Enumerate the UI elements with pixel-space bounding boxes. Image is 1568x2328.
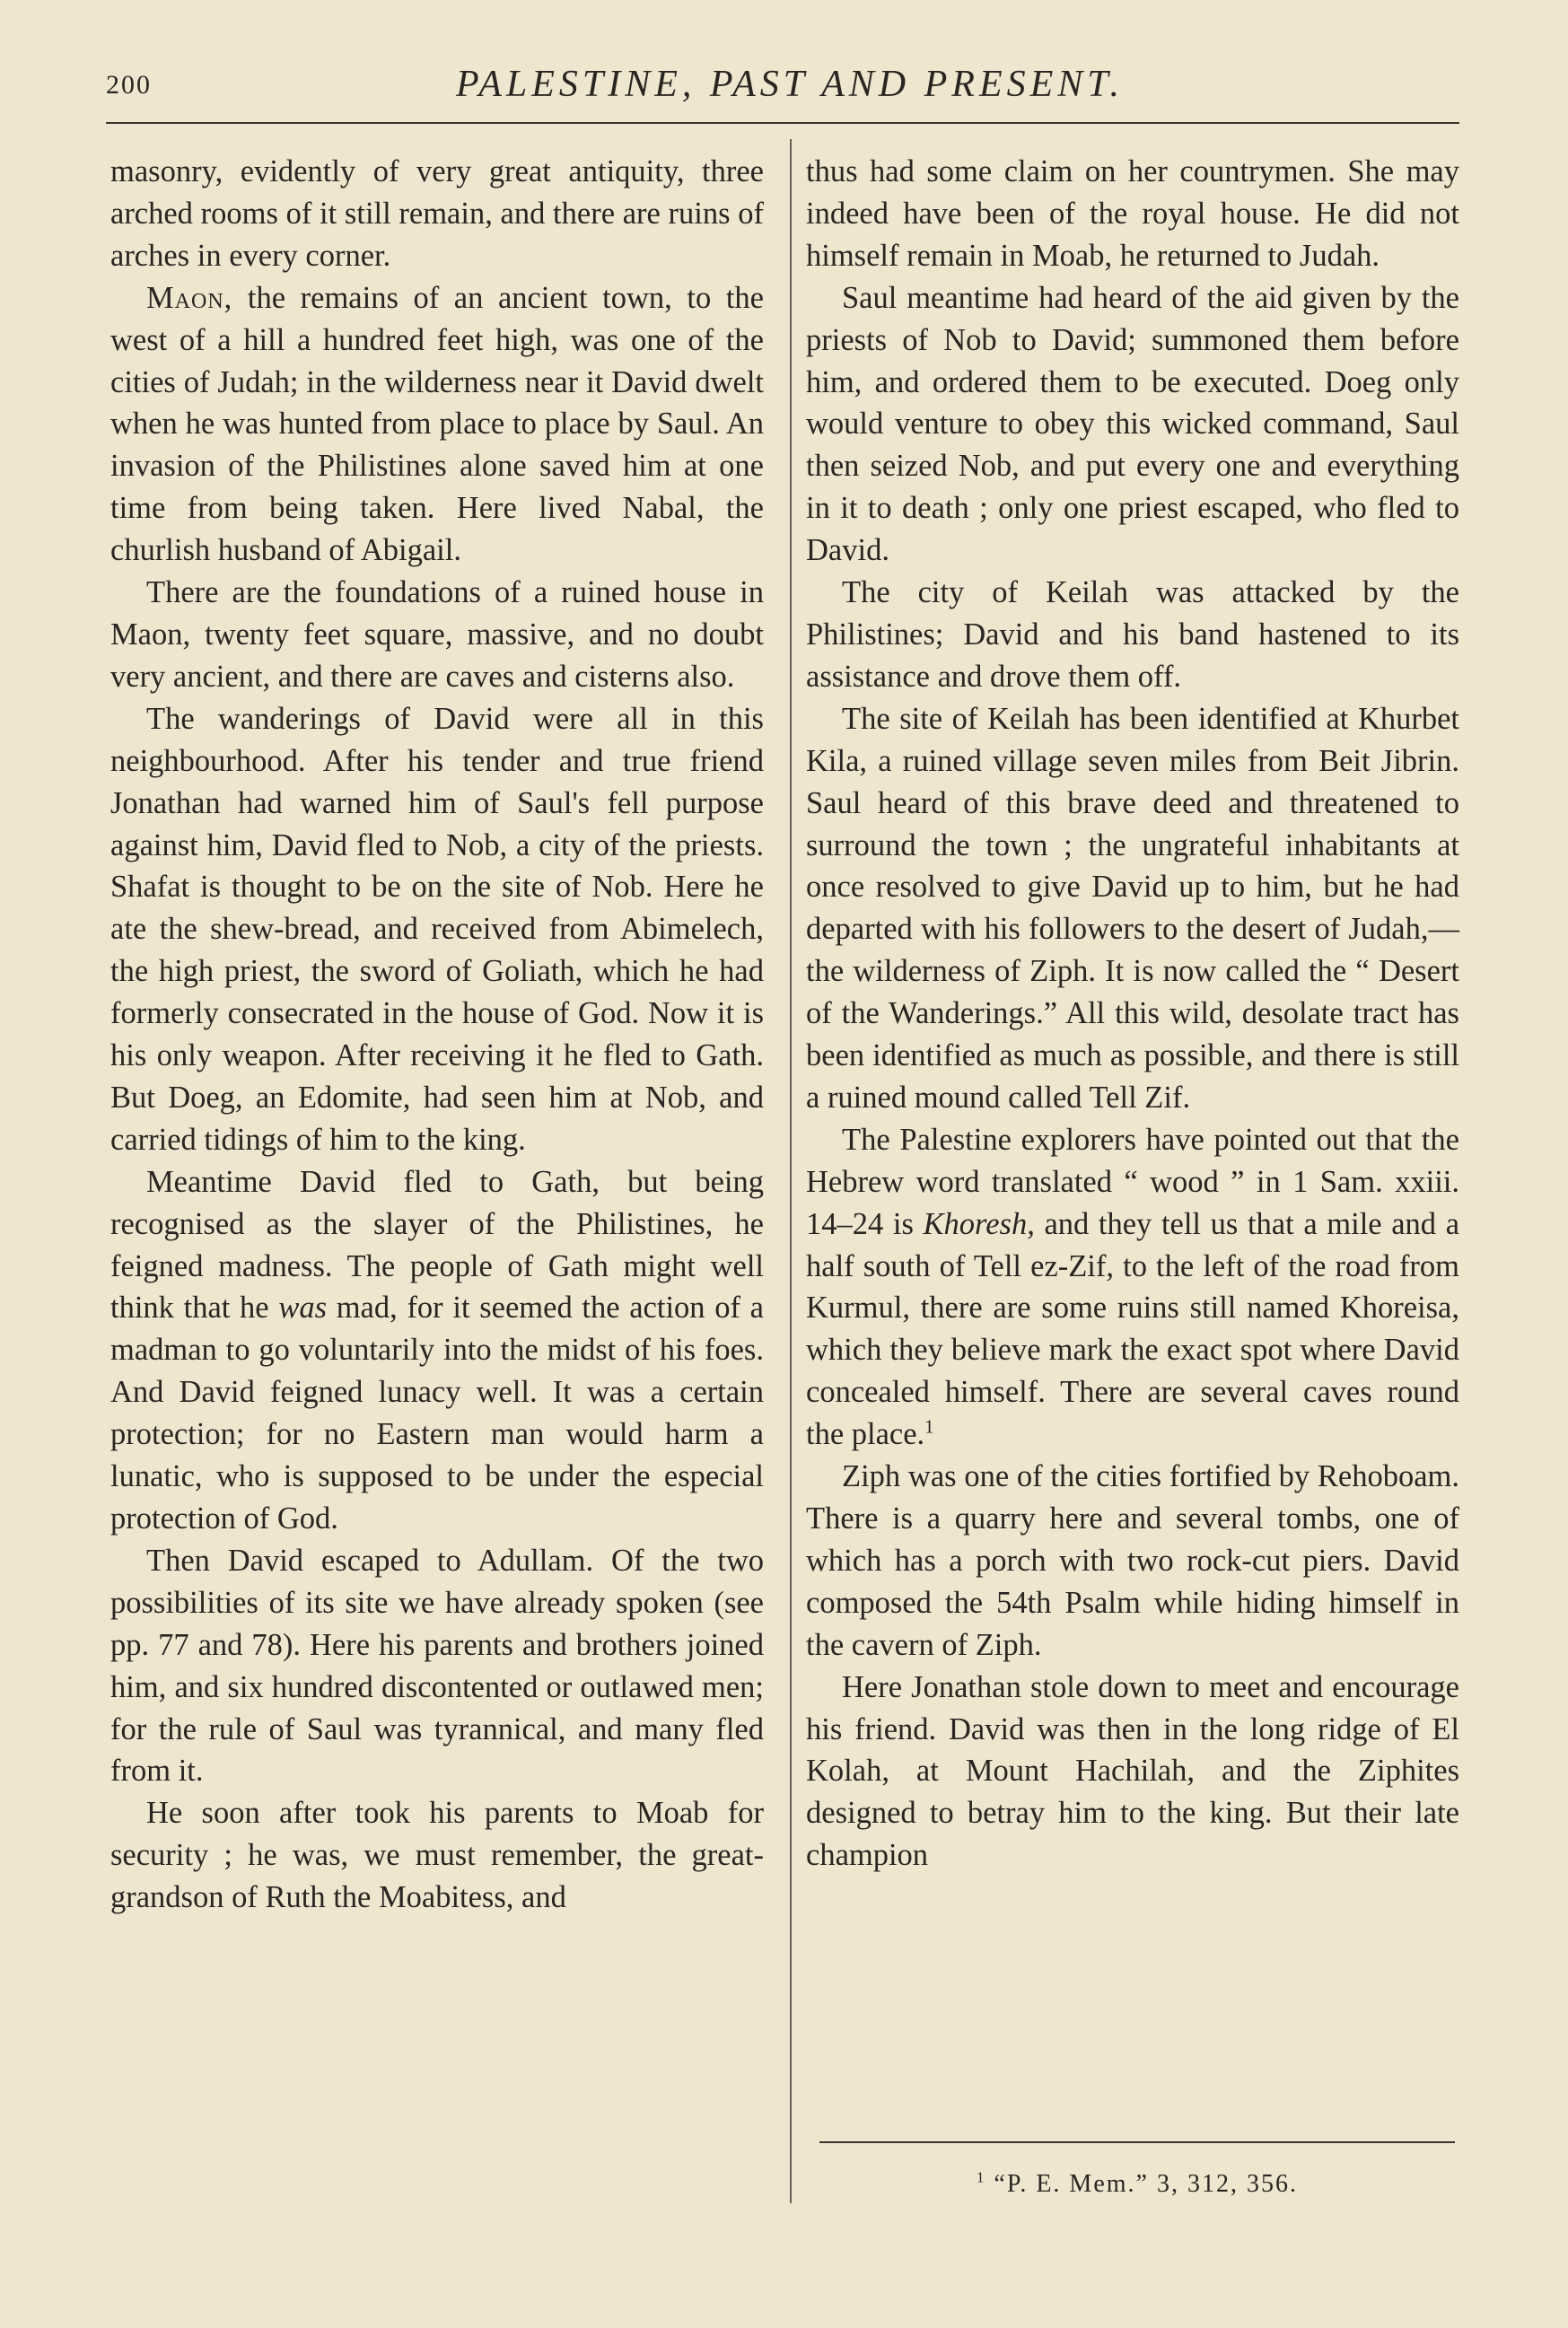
paragraph	[110, 1161, 764, 1540]
paragraph: The site of Keilah has been identified at Khurbet Kila, a ruined village seven miles from Beit Jibrin. Saul heard of this brave deed and threatened to surround the town ; the ungrateful inhabitants at once resolved to give David up to him, but he had departed with his followers to the desert of Judah,—the wilderness of Ziph. It is now called the “ Desert of the Wanderings.” All this wild, desolate tract has been identified as much as possible, and there is still a ruined mound called Tell Zif.	[806, 701, 1459, 1115]
header-rule	[106, 122, 1459, 124]
right-column	[806, 151, 1459, 1877]
page-number: 200	[106, 70, 152, 100]
paragraph: Here Jonathan stole down to meet and encourage his friend. David was then in the long ridge of El Kolah, at Mount Hachilah, and the Ziphites designed to betray him to the king. But their late champion	[806, 1669, 1459, 1873]
paragraph: There are the foundations of a ruined house in Maon, twenty feet square, massive, and no doubt very ancient, and there are caves and cisterns also.	[110, 575, 764, 694]
paragraph: Saul meantime had heard of the aid given by the priests of Nob to David; summoned them before him, and ordered them to be executed. Doeg only would venture to obey this wicked command, Saul then seized Nob, and put every one and everything in it to death ; only one priest escaped, who fled to David.	[806, 280, 1459, 568]
footnote	[819, 2170, 1455, 2199]
column-divider	[790, 139, 792, 2203]
emphasis: was	[278, 1291, 328, 1326]
footnote-number: 1	[977, 2168, 986, 2186]
paragraph-text: The Palestine explorers have pointed out that the Hebrew word translated “ wood ” in 1 Sam. xxiii. 14–24 is	[806, 1122, 1459, 1241]
paragraph: masonry, evidently of very great antiquity, three arched rooms of it still remain, and there are ruins of arches in every corner.	[110, 154, 764, 273]
paragraph-text: the remains of an ancient town, to the west of a hill a hundred feet high, was one of the cities of Judah; in the wilderness near it David dwelt when he was hunted from place to place by Saul. An invasion of the Philistines alone saved him at one time from being taken. Here lived Nabal, the churlish husband of Abigail.	[110, 280, 764, 568]
paragraph: Then David escaped to Adullam. Of the two possibilities of its site we have already spoken (see pp. 77 and 78). Here his parents and brothers joined him, and six hundred discontented or outlawed men; for the rule of Saul was tyrannical, and many fled from it.	[110, 1543, 764, 1789]
paragraph	[806, 1119, 1459, 1456]
paragraph: Ziph was one of the cities fortified by Rehoboam. There is a quarry here and several tombs, one of which has a porch with two rock-cut piers. David composed the 54th Psalm while hiding himself in the cavern of Ziph.	[806, 1459, 1459, 1662]
paragraph-text: Meantime David fled to Gath, but being recognised as the slayer of the Philistines, he feigned madness. The people of Gath might well think that he	[110, 1164, 764, 1326]
paragraph	[110, 277, 764, 572]
place-name-lead: Maon,	[146, 280, 233, 315]
footnote-text: “P. E. Mem.” 3, 312, 356.	[985, 2170, 1298, 2198]
paragraph: thus had some claim on her countrymen. She may indeed have been of the royal house. He did not himself remain in Moab, he returned to Judah.	[806, 154, 1459, 273]
footnote-marker: 1	[924, 1417, 934, 1438]
emphasis: Khoresh,	[923, 1206, 1035, 1241]
paragraph: The city of Keilah was attacked by the Philistines; David and his band hastened to its assistance and drove them off.	[806, 575, 1459, 694]
paragraph-text: and they tell us that a mile and a half south of Tell ez-Zif, to the left of the road from Kurmul, there are some ruins still named Khoreisa, which they believe mark the exact spot where David concealed himself. There are several caves round the place.	[806, 1206, 1460, 1452]
running-head: PALESTINE, PAST AND PRESENT.	[455, 64, 1125, 105]
left-column	[110, 151, 764, 1919]
paragraph-text: mad, for it seemed the action of a madman to go voluntarily into the midst of his foes. And David feigned lunacy well. It was a certain protection; for no Eastern man would harm a lunatic, who is supposed to be under the especial protection of God.	[110, 1291, 764, 1536]
footnote-rule	[819, 2141, 1455, 2143]
paragraph: The wanderings of David were all in this neighbourhood. After his tender and true friend Jonathan had warned him of Saul's fell purpose against him, David fled to Nob, a city of the priests. Shafat is thought to be on the site of Nob. Here he ate the shew-bread, and received from Abimelech, the high priest, the sword of Goliath, which he had formerly consecrated in the house of God. Now it is his only weapon. After receiving it he fled to Gath. But Doeg, an Edomite, had seen him at Nob, and carried tidings of him to the king.	[110, 701, 764, 1157]
paragraph: He soon after took his parents to Moab for security ; he was, we must remember, the great-grandson of Ruth the Moabitess, and	[110, 1796, 764, 1915]
